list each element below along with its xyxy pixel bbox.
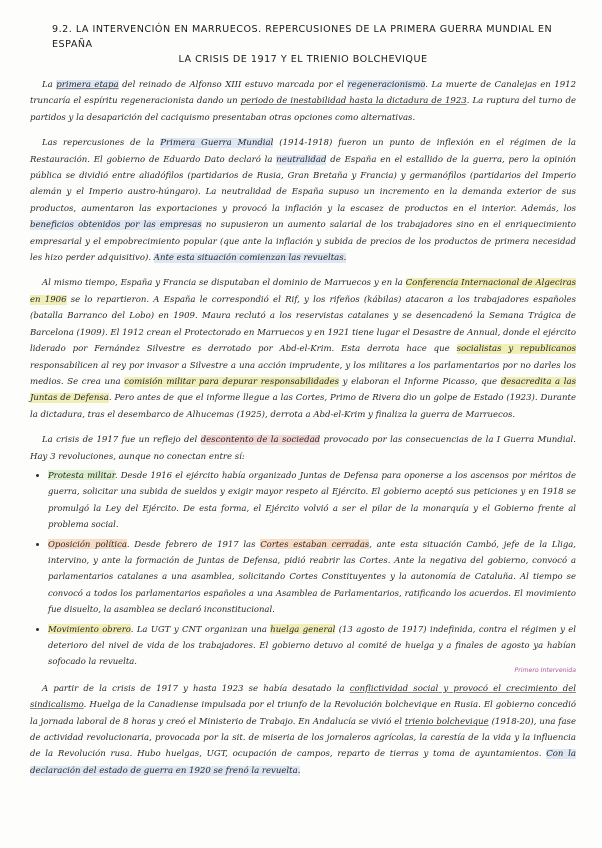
paragraph-regeneracionismo: La primera etapa del reinado de Alfonso XIII estuvo marcada por el regeneracionismo. La muerte de Canalejas en 1912 truncaría el espíritu regeneracionista dando un periodo de inestabilidad hasta la dictadura de 1923. La ruptura del turno de partidos y la desaparición del caciquismo presentaban otras opciones como alternativas. xyxy=(30,80,577,123)
highlight: huelga general xyxy=(270,623,336,634)
list-item-movimiento-obrero: • Movimiento obrero. La UGT y CNT organizan una huelga general (13 agosto de 1917) indefinida, contra el régimen y el deterioro del nivel de vida de los trabajadores. El gobierno detuvo al comité de huelga y a finales de agosto ya habían sofocado la revuelta. Primero Intervenida xyxy=(48,621,576,675)
highlight: Ante esta situación comienzan las revueltas. xyxy=(153,253,347,264)
highlight: Oposición política xyxy=(48,538,127,549)
underline: conflictividad social y provocó el crecimiento del sindicalismo xyxy=(30,683,576,711)
highlight: descontento de la sociedad xyxy=(200,435,321,446)
highlight: Movimiento obrero xyxy=(48,623,131,634)
highlight: Primera Guerra Mundial xyxy=(160,138,274,149)
paragraph-primera-guerra-mundial: Las repercusiones de la Primera Guerra Mundial (1914-1918) fueron un punto de inflexión en el régimen de la Restauración. El gobierno de Eduardo Dato declaró la neutralidad de España en el estallido de la guerra, pero la opinión pública se dividió entre aliadófilos (partidarios de Rusia, Gran Bretaña y Francia) y germanófilos (partidarios del Imperio alemán y el Imperio austro-húngaro). La neutralidad de España supuso un incremento en la demanda exterior de sus productos, aumentaron las exportaciones y provocó la inflación y la escasez de productos en el interior. Además, los beneficios obtenidos por las empresas no supusieron un aumento salarial de los trabajadores sino en el enriquecimiento empresarial y el empobrecimiento popular (que ante la inflación y subida de precios de los productos de primera necesidad les hizo perder adquisitivo). Ante esta situación comienzan las revueltas. xyxy=(30,138,576,264)
margin-note: Primero Intervenida xyxy=(514,666,576,674)
highlight: Conferencia Internacional de Algeciras en 1906 xyxy=(30,278,576,305)
underline: periodo de inestabilidad hasta la dictadura de 1923 xyxy=(240,96,467,107)
highlight: comisión militar para depurar responsabilidades xyxy=(124,376,340,387)
section-title: 9.2. LA INTERVENCIÓN EN MARRUECOS. REPERCUSIONES DE LA PRIMERA GUERRA MUNDIAL EN ESPAÑA xyxy=(52,24,553,50)
highlight: beneficios obtenidos por las empresas xyxy=(30,220,202,231)
paragraph-marruecos: Al mismo tiempo, España y Francia se disputaban el dominio de Marruecos y en la Conferencia Internacional de Algeciras en 1906 se lo repartieron. A España le correspondió el Rif, y los rifeños (kábilas) atacaron a los trabajadores españoles (batalla Barranco del Lobo) en 1909. Maura reclutó a los reservistas catalanes y se desencadenó la Semana Trágica de Barcelona (1909). El 1912 crean el Protectorado en Marruecos y en 1921 tiene lugar el Desastre de Annual, donde el ejército liderado por Fernández Silvestre es derrotado por Abd-el-Krim. Esta derrota hace que socialistas y republicanos responsabilicen al rey por invasor a Silvestre a una acción imprudente, y los militares a los parlamentarios por no darles los medios. Se crea una comisión militar para depurar responsabilidades y elaboran el Informe Picasso, que desacredita a las Juntas de Defensa. Pero antes de que el informe llegue a las Cortes, Primo de Rivera dio un golpe de Estado (1923). Durante la dictadura, tras el desembarco de Alhucemas (1925), derrota a Abd-el-Krim y finaliza la guerra de Marruecos. xyxy=(30,278,577,420)
highlight: desacredita a las Juntas de Defensa xyxy=(30,376,577,404)
revoluciones-list xyxy=(30,467,576,675)
highlight: regeneracionismo xyxy=(347,80,426,90)
list-item-protesta-militar: • Protesta militar. Desde 1916 el ejército había organizado Juntas de Defensa para oponerse a los ascensos por méritos de guerra, solicitar una subida de sueldos y exigir mayor respeto al Ejército. El gobierno aceptó sus peticiones y en 1918 se promulgó la Ley del Ejército. De esta forma, el Ejército volvió a ser el pilar de la monarquía y el Gobierno frente al problema social. xyxy=(48,467,576,533)
highlight: neutralidad xyxy=(276,154,327,165)
highlight: Protesta militar xyxy=(48,469,115,480)
paragraph-trienio-bolchevique: A partir de la crisis de 1917 y hasta 1923 se había desatado la conflictividad social y provocó el crecimiento del sindicalismo. Huelga de la Canadiense impulsada por el triunfo de la Revolución bolchevique en Rusia. El gobierno concedió la jornada laboral de 8 horas y creó el Ministerio de Trabajo. En Andalucía se vivió el trienio bolchevique (1918-20), una fase de actividad revolucionaria, provocada por la sit. de miseria de los jornaleros agrícolas, la carestía de la vida y la influencia de la Revolución rusa. Hubo huelgas, UGT, ocupación de campos, reparto de tierras y toma de ayuntamientos. Con la declaración del estado de guerra en 1920 se frenó la revuelta. xyxy=(30,683,577,776)
paragraph-crisis-1917: La crisis de 1917 fue un reflejo del descontento de la sociedad provocado por las consecuencias de la I Guerra Mundial. Hay 3 revoluciones, aunque no conectan entre sí: xyxy=(30,435,577,462)
highlight: Con la declaración del estado de guerra en 1920 se frenó la revuelta. xyxy=(30,749,577,776)
section-subtitle: LA CRISIS DE 1917 Y EL TRIENIO BOLCHEVIQUE xyxy=(178,54,428,65)
list-item-oposicion-politica: • Oposición política. Desde febrero de 1917 las Cortes estaban cerradas, ante esta situación Cambó, jefe de la Lliga, intervino, y ante la formación de Juntas de Defensa, pidió reabrir las Cortes. Ante la negativa del gobierno, convocó a parlamentarios catalanes a una asamblea, solicitando Cortes Constituyentes y la autonomía de Cataluña. Al tiempo se convocó a todos los parlamentarios españoles a una Asamblea de Parlamentarios, ratificando los acuerdos. El movimiento fue disuelto, la asamblea se declaró inconstitucional. xyxy=(48,536,576,618)
highlight: primera etapa xyxy=(56,80,119,90)
highlight: socialistas y republicanos xyxy=(456,344,576,355)
highlight: Cortes estaban cerradas xyxy=(260,538,370,549)
underline: trienio bolchevique xyxy=(404,716,489,727)
